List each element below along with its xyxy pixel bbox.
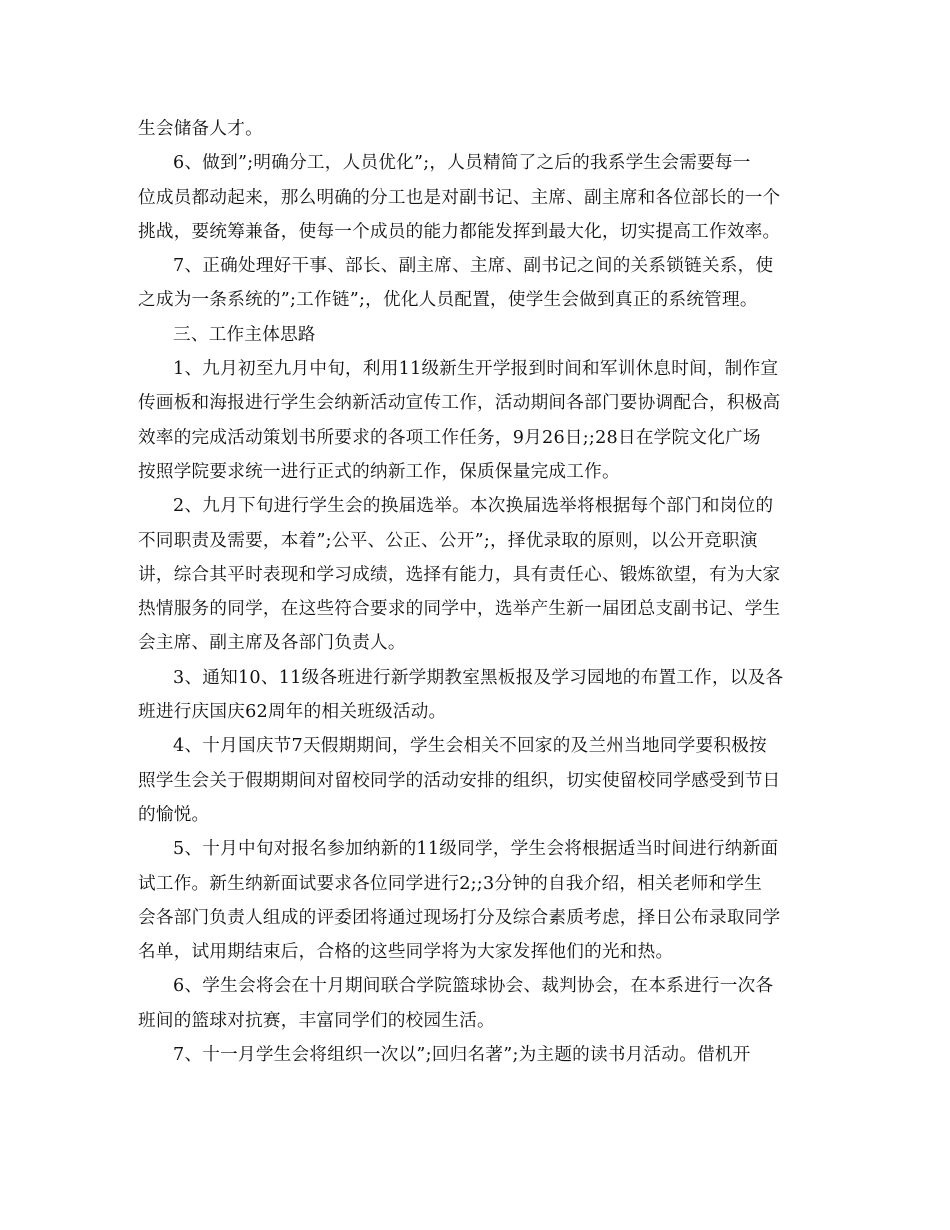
text-line: 6、学生会将会在十月期间联合学院篮球协会、裁判协会，在本系进行一次各 bbox=[173, 976, 774, 997]
text-line: 7、正确处理好干事、部长、副主席、主席、副书记之间的关系锁链关系，使 bbox=[173, 256, 774, 277]
text-line: 1、九月初至九月中旬，利用11级新生开学报到时间和军训休息时间，制作宣 bbox=[173, 359, 779, 380]
text-line: 班间的篮球对抗赛，丰富同学们的校园生活。 bbox=[138, 1010, 495, 1031]
text-line: 3、通知10、11级各班进行新学期教室黑板报及学习园地的布置工作，以及各 bbox=[173, 667, 784, 688]
text-line: 5、十月中旬对报名参加纳新的11级同学，学生会将根据适当时间进行纳新面 bbox=[173, 839, 779, 860]
text-line: 班进行庆国庆62周年的相关班级活动。 bbox=[138, 702, 447, 723]
document-page bbox=[138, 112, 813, 1072]
text-line: 传画板和海报进行学生会纳新活动宣传工作，活动期间各部门要协调配合，积极高 bbox=[138, 393, 781, 414]
text-line: 照学生会关于假期期间对留校同学的活动安排的组织，切实使留校同学感受到节日 bbox=[138, 770, 781, 791]
text-line: 4、十月国庆节7天假期期间，学生会相关不回家的及兰州当地同学要积极按 bbox=[173, 736, 767, 757]
text-line: 位成员都动起来，那么明确的分工也是对副书记、主席、副主席和各位部长的一个 bbox=[138, 187, 781, 208]
text-line: 之成为一条系统的”;工作链”;，优化人员配置，使学生会做到真正的系统管理。 bbox=[138, 290, 758, 311]
text-line: 挑战，要统筹兼备，使每一个成员的能力都能发挥到最大化，切实提高工作效率。 bbox=[138, 221, 781, 242]
text-line: 效率的完成活动策划书所要求的各项工作任务，9月26日;;28日在学院文化广场 bbox=[138, 427, 761, 448]
text-line: 按照学院要求统一进行正式的纳新工作，保质保量完成工作。 bbox=[138, 461, 620, 482]
text-line: 7、十一月学生会将组织一次以”;回归名著”;为主题的读书月活动。借机开 bbox=[173, 1045, 751, 1066]
text-line: 会主席、副主席及各部门负责人。 bbox=[138, 633, 406, 654]
text-line: 名单，试用期结束后，合格的这些同学将为大家发挥他们的光和热。 bbox=[138, 942, 674, 963]
text-line: 会各部门负责人组成的评委团将通过现场打分及综合素质考虑，择日公布录取同学 bbox=[138, 907, 781, 928]
text-line: 2、九月下旬进行学生会的换届选举。本次换届选举将根据每个部门和岗位的 bbox=[173, 496, 774, 517]
text-line: 6、做到”;明确分工，人员优化”;，人员精简了之后的我系学生会需要每一 bbox=[173, 153, 751, 174]
text-line: 不同职责及需要，本着”;公平、公正、公开”;，择优录取的原则，以公开竞职演 bbox=[138, 530, 758, 551]
text-line: 的愉悦。 bbox=[138, 804, 210, 825]
text-line: 三、工作主体思路 bbox=[173, 324, 316, 345]
text-line: 热情服务的同学，在这些符合要求的同学中，选举产生新一届团总支副书记、学生 bbox=[138, 599, 781, 620]
text-line: 讲，综合其平时表现和学习成绩，选择有能力，具有责任心、锻炼欲望，有为大家 bbox=[138, 564, 781, 585]
text-line: 生会储备人才。 bbox=[138, 119, 263, 139]
text-line: 试工作。新生纳新面试要求各位同学进行2;;3分钟的自我介绍，相关老师和学生 bbox=[138, 873, 763, 894]
